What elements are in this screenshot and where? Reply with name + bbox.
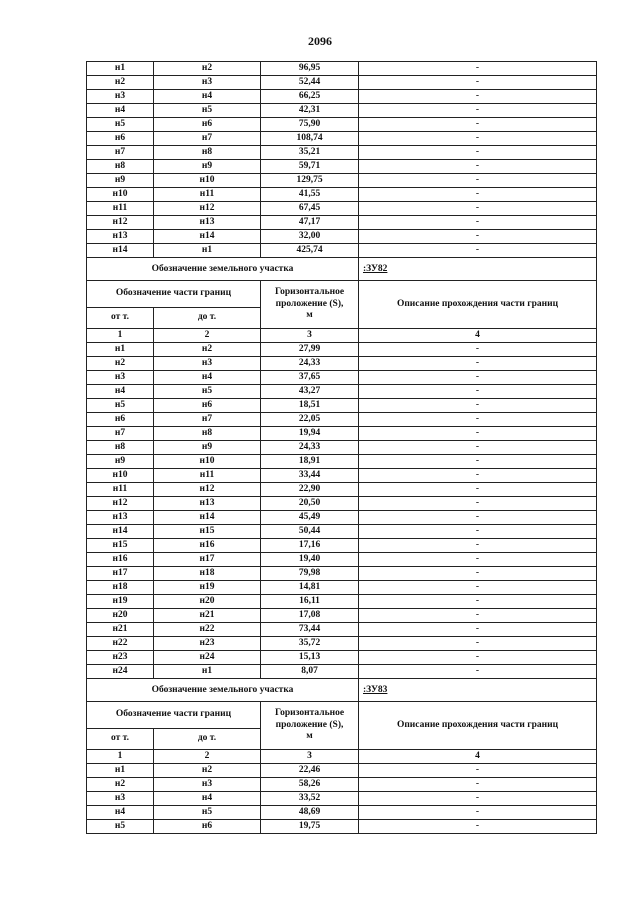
table-row	[87, 609, 597, 623]
table-row	[87, 806, 597, 820]
description-cell: -	[359, 820, 597, 834]
table-row	[87, 595, 597, 609]
description-cell: -	[359, 497, 597, 511]
description-cell: -	[359, 567, 597, 581]
table-row	[87, 62, 597, 76]
to-point-cell: н10	[154, 174, 261, 188]
column-number: 2	[154, 329, 261, 343]
column-number: 2	[154, 750, 261, 764]
description-cell: -	[359, 188, 597, 202]
from-point-cell: н6	[87, 413, 154, 427]
to-point-cell: н16	[154, 539, 261, 553]
to-point-cell: н9	[154, 441, 261, 455]
description-cell: -	[359, 90, 597, 104]
to-point-cell: н2	[154, 764, 261, 778]
from-point-cell: н2	[87, 357, 154, 371]
horizontal-length-header-line: проложение (S),	[275, 298, 344, 309]
description-cell: -	[359, 539, 597, 553]
length-cell: 32,00	[261, 230, 359, 244]
description-cell: -	[359, 371, 597, 385]
horizontal-length-header	[261, 702, 359, 750]
to-point-cell: н1	[154, 665, 261, 679]
length-cell: 19,40	[261, 553, 359, 567]
description-cell: -	[359, 483, 597, 497]
table-row	[87, 413, 597, 427]
description-cell: -	[359, 553, 597, 567]
length-cell: 45,49	[261, 511, 359, 525]
length-cell: 18,91	[261, 455, 359, 469]
to-point-cell: н22	[154, 623, 261, 637]
land-plot-code: :ЗУ82	[359, 258, 597, 281]
length-cell: 33,44	[261, 469, 359, 483]
length-cell: 35,21	[261, 146, 359, 160]
description-cell: -	[359, 399, 597, 413]
table-row	[87, 230, 597, 244]
from-point-cell: н19	[87, 595, 154, 609]
column-number: 3	[261, 750, 359, 764]
from-point-cell: н7	[87, 146, 154, 160]
length-cell: 52,44	[261, 76, 359, 90]
table-header-row	[87, 702, 597, 729]
description-cell: -	[359, 343, 597, 357]
description-cell: -	[359, 651, 597, 665]
length-cell: 58,26	[261, 778, 359, 792]
to-point-cell: н5	[154, 806, 261, 820]
length-cell: 19,94	[261, 427, 359, 441]
description-cell: -	[359, 595, 597, 609]
to-point-cell: н13	[154, 497, 261, 511]
to-point-header: до т.	[154, 308, 261, 329]
table-row	[87, 90, 597, 104]
to-point-cell: н23	[154, 637, 261, 651]
horizontal-length-header-line: м	[306, 731, 313, 742]
description-cell: -	[359, 623, 597, 637]
table-row	[87, 497, 597, 511]
from-point-cell: н1	[87, 343, 154, 357]
length-cell: 14,81	[261, 581, 359, 595]
from-point-cell: н3	[87, 90, 154, 104]
horizontal-length-header-line: м	[306, 310, 313, 321]
from-point-cell: н5	[87, 820, 154, 834]
length-cell: 16,11	[261, 595, 359, 609]
description-cell: -	[359, 76, 597, 90]
from-point-cell: н17	[87, 567, 154, 581]
to-point-cell: н8	[154, 427, 261, 441]
table-row	[87, 132, 597, 146]
to-point-header: до т.	[154, 729, 261, 750]
description-cell: -	[359, 511, 597, 525]
table-row	[87, 76, 597, 90]
column-number-row	[87, 329, 597, 343]
from-point-cell: н2	[87, 778, 154, 792]
table-row	[87, 539, 597, 553]
from-point-cell: н24	[87, 665, 154, 679]
part-designation-header: Обозначение части границ	[87, 281, 261, 308]
to-point-cell: н9	[154, 160, 261, 174]
length-cell: 15,13	[261, 651, 359, 665]
length-cell: 22,05	[261, 413, 359, 427]
to-point-cell: н3	[154, 778, 261, 792]
description-cell: -	[359, 146, 597, 160]
length-cell: 22,46	[261, 764, 359, 778]
length-cell: 66,25	[261, 90, 359, 104]
table-row	[87, 118, 597, 132]
table-row	[87, 146, 597, 160]
length-cell: 24,33	[261, 357, 359, 371]
to-point-cell: н1	[154, 244, 261, 258]
description-cell: -	[359, 385, 597, 399]
description-cell: -	[359, 525, 597, 539]
column-number: 4	[359, 329, 597, 343]
length-cell: 8,07	[261, 665, 359, 679]
description-cell: -	[359, 609, 597, 623]
to-point-cell: н3	[154, 357, 261, 371]
to-point-cell: н24	[154, 651, 261, 665]
to-point-cell: н21	[154, 609, 261, 623]
from-point-cell: н3	[87, 371, 154, 385]
from-point-cell: н13	[87, 511, 154, 525]
table-row	[87, 553, 597, 567]
from-point-cell: н11	[87, 202, 154, 216]
land-plot-label: Обозначение земельного участка	[87, 679, 359, 702]
from-point-cell: н22	[87, 637, 154, 651]
to-point-cell: н18	[154, 567, 261, 581]
table-row	[87, 665, 597, 679]
length-cell: 129,75	[261, 174, 359, 188]
table-row	[87, 525, 597, 539]
length-cell: 37,65	[261, 371, 359, 385]
to-point-cell: н12	[154, 202, 261, 216]
length-cell: 96,95	[261, 62, 359, 76]
column-number-row	[87, 750, 597, 764]
table-row	[87, 469, 597, 483]
column-number: 1	[87, 750, 154, 764]
description-cell: -	[359, 806, 597, 820]
table-row	[87, 455, 597, 469]
to-point-cell: н2	[154, 62, 261, 76]
from-point-cell: н5	[87, 399, 154, 413]
description-cell: -	[359, 455, 597, 469]
from-point-cell: н23	[87, 651, 154, 665]
table-row	[87, 343, 597, 357]
to-point-cell: н11	[154, 188, 261, 202]
table-row	[87, 511, 597, 525]
table-row	[87, 244, 597, 258]
table-row	[87, 441, 597, 455]
from-point-cell: н7	[87, 427, 154, 441]
length-cell: 19,75	[261, 820, 359, 834]
from-point-cell: н5	[87, 118, 154, 132]
table-row	[87, 567, 597, 581]
boundary-table	[86, 61, 597, 834]
horizontal-length-header	[261, 281, 359, 329]
from-point-cell: н1	[87, 764, 154, 778]
from-point-cell: н12	[87, 497, 154, 511]
length-cell: 108,74	[261, 132, 359, 146]
to-point-cell: н6	[154, 118, 261, 132]
table-row	[87, 104, 597, 118]
description-cell: -	[359, 62, 597, 76]
description-cell: -	[359, 665, 597, 679]
description-cell: -	[359, 202, 597, 216]
from-point-cell: н2	[87, 76, 154, 90]
from-point-cell: н20	[87, 609, 154, 623]
description-cell: -	[359, 244, 597, 258]
description-cell: -	[359, 413, 597, 427]
length-cell: 17,08	[261, 609, 359, 623]
table-row	[87, 202, 597, 216]
table-row	[87, 778, 597, 792]
table-row	[87, 174, 597, 188]
description-cell: -	[359, 637, 597, 651]
length-cell: 50,44	[261, 525, 359, 539]
from-point-cell: н14	[87, 525, 154, 539]
from-point-cell: н3	[87, 792, 154, 806]
table-row	[87, 216, 597, 230]
from-point-cell: н4	[87, 806, 154, 820]
length-cell: 67,45	[261, 202, 359, 216]
page-number: 2096	[308, 34, 332, 48]
description-cell: -	[359, 174, 597, 188]
from-point-cell: н8	[87, 160, 154, 174]
table-row	[87, 160, 597, 174]
to-point-cell: н8	[154, 146, 261, 160]
description-cell: -	[359, 118, 597, 132]
description-cell: -	[359, 792, 597, 806]
from-point-cell: н14	[87, 244, 154, 258]
column-number: 3	[261, 329, 359, 343]
length-cell: 22,90	[261, 483, 359, 497]
length-cell: 75,90	[261, 118, 359, 132]
from-point-cell: н10	[87, 469, 154, 483]
table-row	[87, 623, 597, 637]
length-cell: 59,71	[261, 160, 359, 174]
length-cell: 73,44	[261, 623, 359, 637]
description-header: Описание прохождения части границ	[359, 702, 597, 750]
table-row	[87, 792, 597, 806]
to-point-cell: н13	[154, 216, 261, 230]
to-point-cell: н14	[154, 511, 261, 525]
description-cell: -	[359, 216, 597, 230]
length-cell: 47,17	[261, 216, 359, 230]
description-cell: -	[359, 764, 597, 778]
from-point-cell: н21	[87, 623, 154, 637]
length-cell: 41,55	[261, 188, 359, 202]
horizontal-length-header-line: Горизонтальное	[274, 287, 345, 298]
from-point-cell: н1	[87, 62, 154, 76]
from-point-cell: н6	[87, 132, 154, 146]
length-cell: 33,52	[261, 792, 359, 806]
description-cell: -	[359, 230, 597, 244]
table-row	[87, 637, 597, 651]
from-point-cell: н15	[87, 539, 154, 553]
horizontal-length-header-line: Горизонтальное	[274, 708, 345, 719]
to-point-cell: н4	[154, 371, 261, 385]
table-row	[87, 399, 597, 413]
length-cell: 17,16	[261, 539, 359, 553]
to-point-cell: н4	[154, 90, 261, 104]
description-cell: -	[359, 160, 597, 174]
length-cell: 20,50	[261, 497, 359, 511]
from-point-cell: н4	[87, 385, 154, 399]
to-point-cell: н6	[154, 820, 261, 834]
from-point-cell: н4	[87, 104, 154, 118]
from-point-header: от т.	[87, 729, 154, 750]
description-cell: -	[359, 427, 597, 441]
description-cell: -	[359, 581, 597, 595]
horizontal-length-header-line: проложение (S),	[275, 719, 344, 730]
to-point-cell: н15	[154, 525, 261, 539]
length-cell: 48,69	[261, 806, 359, 820]
to-point-cell: н10	[154, 455, 261, 469]
description-cell: -	[359, 104, 597, 118]
to-point-cell: н7	[154, 413, 261, 427]
boundary-table-body	[87, 62, 597, 834]
to-point-cell: н5	[154, 385, 261, 399]
to-point-cell: н3	[154, 76, 261, 90]
table-row	[87, 385, 597, 399]
length-cell: 24,33	[261, 441, 359, 455]
to-point-cell: н2	[154, 343, 261, 357]
land-plot-code: :ЗУ83	[359, 679, 597, 702]
table-row	[87, 371, 597, 385]
table-row	[87, 651, 597, 665]
from-point-cell: н13	[87, 230, 154, 244]
to-point-cell: н11	[154, 469, 261, 483]
from-point-cell: н11	[87, 483, 154, 497]
section-title-row	[87, 679, 597, 702]
table-row	[87, 581, 597, 595]
description-cell: -	[359, 469, 597, 483]
from-point-cell: н18	[87, 581, 154, 595]
to-point-cell: н6	[154, 399, 261, 413]
from-point-cell: н10	[87, 188, 154, 202]
from-point-cell: н9	[87, 174, 154, 188]
description-cell: -	[359, 441, 597, 455]
from-point-cell: н12	[87, 216, 154, 230]
length-cell: 35,72	[261, 637, 359, 651]
to-point-cell: н17	[154, 553, 261, 567]
section-title-row	[87, 258, 597, 281]
table-row	[87, 820, 597, 834]
column-number: 4	[359, 750, 597, 764]
table-header-row	[87, 281, 597, 308]
description-cell: -	[359, 132, 597, 146]
table-row	[87, 427, 597, 441]
to-point-cell: н20	[154, 595, 261, 609]
to-point-cell: н7	[154, 132, 261, 146]
description-cell: -	[359, 357, 597, 371]
length-cell: 42,31	[261, 104, 359, 118]
length-cell: 27,99	[261, 343, 359, 357]
table-row	[87, 483, 597, 497]
description-header: Описание прохождения части границ	[359, 281, 597, 329]
table-row	[87, 188, 597, 202]
land-plot-label: Обозначение земельного участка	[87, 258, 359, 281]
from-point-header: от т.	[87, 308, 154, 329]
from-point-cell: н8	[87, 441, 154, 455]
length-cell: 18,51	[261, 399, 359, 413]
part-designation-header: Обозначение части границ	[87, 702, 261, 729]
to-point-cell: н14	[154, 230, 261, 244]
to-point-cell: н12	[154, 483, 261, 497]
from-point-cell: н16	[87, 553, 154, 567]
length-cell: 425,74	[261, 244, 359, 258]
column-number: 1	[87, 329, 154, 343]
length-cell: 79,98	[261, 567, 359, 581]
to-point-cell: н4	[154, 792, 261, 806]
description-cell: -	[359, 778, 597, 792]
to-point-cell: н19	[154, 581, 261, 595]
table-row	[87, 357, 597, 371]
table-row	[87, 764, 597, 778]
to-point-cell: н5	[154, 104, 261, 118]
length-cell: 43,27	[261, 385, 359, 399]
from-point-cell: н9	[87, 455, 154, 469]
